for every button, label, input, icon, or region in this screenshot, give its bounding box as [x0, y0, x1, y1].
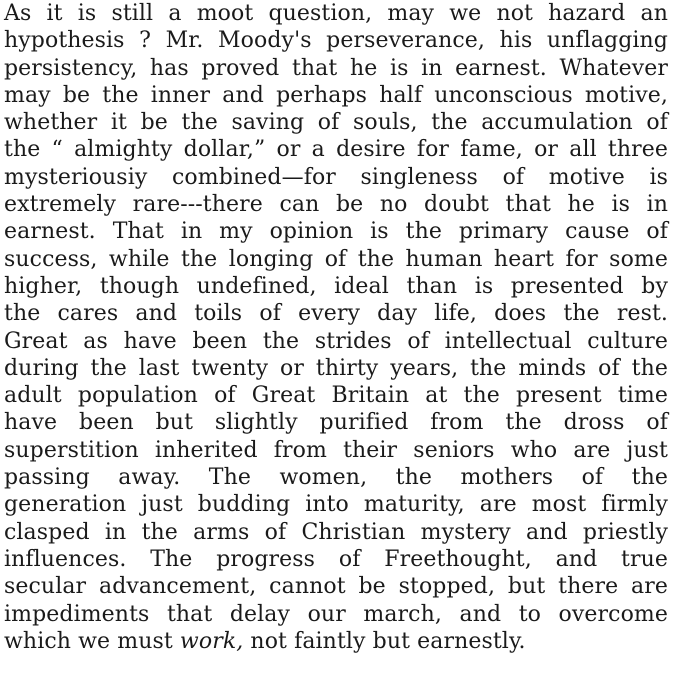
- emphasized-word: work,: [179, 628, 244, 654]
- text-line: secular advancement, cannot be stopped, but there are: [4, 574, 668, 600]
- text-line: hypothesis ? Mr. Moody's perseverance, his unflagging: [4, 28, 668, 54]
- text-line: extremely rare---there can be no doubt that he is in: [4, 192, 668, 218]
- text-line: the “ almighty dollar,” or a desire for fame, or all three: [4, 137, 668, 163]
- text-line: may be the inner and perhaps half unconscious motive,: [4, 82, 668, 108]
- text-line: passing away. The women, the mothers of the: [4, 465, 668, 491]
- article-paragraph: [4, 0, 668, 655]
- text-line: impediments that delay our march, and to overcome: [4, 601, 668, 627]
- text-line: have been but slightly purified from the dross of: [4, 410, 668, 436]
- text-line: generation just budding into maturity, are most firmly: [4, 492, 668, 518]
- final-text-line: [4, 628, 668, 655]
- final-line-end: not faintly but earnestly.: [243, 628, 526, 654]
- text-line: whether it be the saving of souls, the accumulation of: [4, 110, 668, 136]
- text-line: Great as have been the strides of intellectual culture: [4, 328, 668, 354]
- final-line-start: which we must: [4, 628, 180, 654]
- text-line: success, while the longing of the human heart for some: [4, 246, 668, 272]
- text-line: adult population of Great Britain at the present time: [4, 383, 668, 409]
- text-line: the cares and toils of every day life, does the rest.: [4, 301, 668, 327]
- text-line: influences. The progress of Freethought, and true: [4, 546, 668, 572]
- text-line: persistency, has proved that he is in earnest. Whatever: [4, 55, 668, 81]
- text-line: mysteriousiy combined—for singleness of motive is: [4, 164, 668, 190]
- text-line: earnest. That in my opinion is the primary cause of: [4, 219, 668, 245]
- text-line: during the last twenty or thirty years, the minds of the: [4, 355, 668, 381]
- text-line: higher, though undefined, ideal than is presented by: [4, 273, 668, 299]
- text-line: As it is still a moot question, may we not hazard an: [4, 1, 668, 26]
- text-line: superstition inherited from their seniors who are just: [4, 437, 668, 463]
- text-line: clasped in the arms of Christian mystery and priestly: [4, 519, 668, 545]
